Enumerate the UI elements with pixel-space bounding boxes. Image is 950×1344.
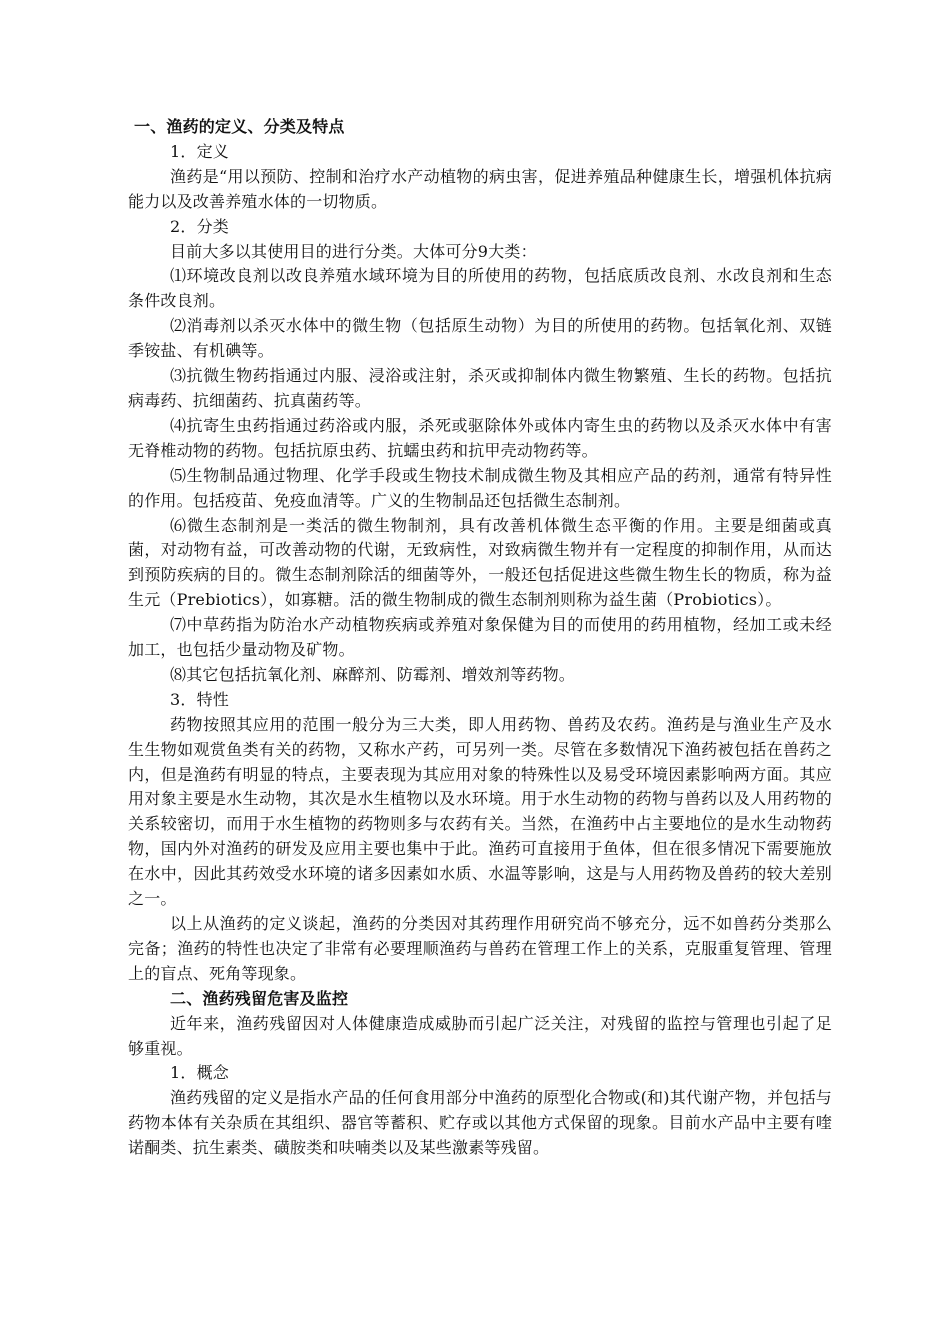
- list-item-disinfectant: ⑵消毒剂以杀灭水体中的微生物（包括原生动物）为目的所使用的药物。包括氧化剂、双链季铵盐、有机碘等。: [128, 316, 832, 361]
- list-item-probiotics: ⑹微生态制剂是一类活的微生物制剂，具有改善机体微生态平衡的作用。主要是细菌或真菌，对动物有益，可改善动物的代谢，无致病性，对致病微生物并有一定程度的抑制作用，从而达到预防疾病的目的。微生态制剂除活的细菌等外，一般还包括促进这些微生物生长的物质，称为益生元（Prebiotics），如寡糖。活的微生物制成的微生态制剂则称为益生菌（Probiotics）。: [128, 515, 832, 610]
- paragraph-definition: 渔药是“用以预防、控制和治疗水产动植物的病虫害，促进养殖品种健康生长，增强机体抗病能力以及改善养殖水体的一切物质。: [128, 166, 832, 211]
- subheading-definition: 1．定义: [170, 141, 229, 161]
- section-heading-1: 一、渔药的定义、分类及特点: [134, 117, 345, 136]
- paragraph-characteristics: 药物按照其应用的范围一般分为三大类，即人用药物、兽药及农药。渔药是与渔业生产及水生生物如观赏鱼类有关的药物，又称水产药，可另列一类。尽管在多数情况下渔药被包括在兽药之内，但是渔药有明显的特点，主要表现为其应用对象的特殊性以及易受环境因素影响两方面。其应用对象主要是水生动物，其次是水生植物以及水环境。用于水生动物的药物与兽药以及人用药物的关系较密切，而用于水生植物的药物则多与农药有关。当然，在渔药中占主要地位的是水生动物药物，国内外对渔药的研发及应用主要也集中于此。渔药可直接用于鱼体，但在很多情况下需要施放在水中，因此其药效受水环境的诸多因素如水质、水温等影响，这是与人用药物及兽药的较大差别之一。: [128, 714, 832, 909]
- subheading-characteristics: 3．特性: [170, 689, 229, 709]
- list-item-biological-products: ⑸生物制品通过物理、化学手段或生物技术制成微生物及其相应产品的药剂，通常有特异性的作用。包括疫苗、免疫血清等。广义的生物制品还包括微生态制剂。: [128, 465, 832, 510]
- paragraph-classification-intro: 目前大多以其使用目的进行分类。大体可分9大类：: [170, 241, 537, 261]
- list-item-environment-improver: ⑴环境改良剂以改良养殖水域环境为目的所使用的药物，包括底质改良剂、水改良剂和生态条件改良剂。: [128, 266, 832, 311]
- document-body: [128, 115, 832, 1161]
- section-heading-2: 二、渔药残留危害及监控: [170, 988, 349, 1008]
- list-item-herbal-medicine: ⑺中草药指为防治水产动植物疾病或养殖对象保健为目的而使用的药用植物，经加工或未经加工，也包括少量动物及矿物。: [128, 615, 832, 660]
- paragraph-summary: 以上从渔药的定义谈起，渔药的分类因对其药理作用研究尚不够充分，远不如兽药分类那么完备；渔药的特性也决定了非常有必要理顺渔药与兽药在管理工作上的关系，克服重复管理、管理上的盲点、死角等现象。: [128, 914, 832, 983]
- list-item-others: ⑻其它包括抗氧化剂、麻醉剂、防霉剂、增效剂等药物。: [170, 664, 576, 684]
- list-item-antimicrobial: ⑶抗微生物药指通过内服、浸浴或注射，杀灭或抑制体内微生物繁殖、生长的药物。包括抗病毒药、抗细菌药、抗真菌药等。: [128, 366, 832, 410]
- subheading-classification: 2．分类: [170, 216, 229, 236]
- paragraph-residue-concept: 渔药残留的定义是指水产品的任何食用部分中渔药的原型化合物或(和)其代谢产物，并包括与药物本体有关杂质在其组织、器官等蓄积、贮存或以其他方式保留的现象。目前水产品中主要有喹诺酮类、抗生素类、磺胺类和呋喃类以及某些激素等残留。: [128, 1088, 832, 1158]
- list-item-antiparasitic: ⑷抗寄生虫药指通过药浴或内服，杀死或驱除体外或体内寄生虫的药物以及杀灭水体中有害无脊椎动物的药物。包括抗原虫药、抗蠕虫药和抗甲壳动物药等。: [128, 415, 832, 460]
- paragraph-residue-intro: 近年来，渔药残留因对人体健康造成威胁而引起广泛关注，对残留的监控与管理也引起了足够重视。: [128, 1013, 832, 1058]
- subheading-concept: 1．概念: [170, 1063, 229, 1083]
